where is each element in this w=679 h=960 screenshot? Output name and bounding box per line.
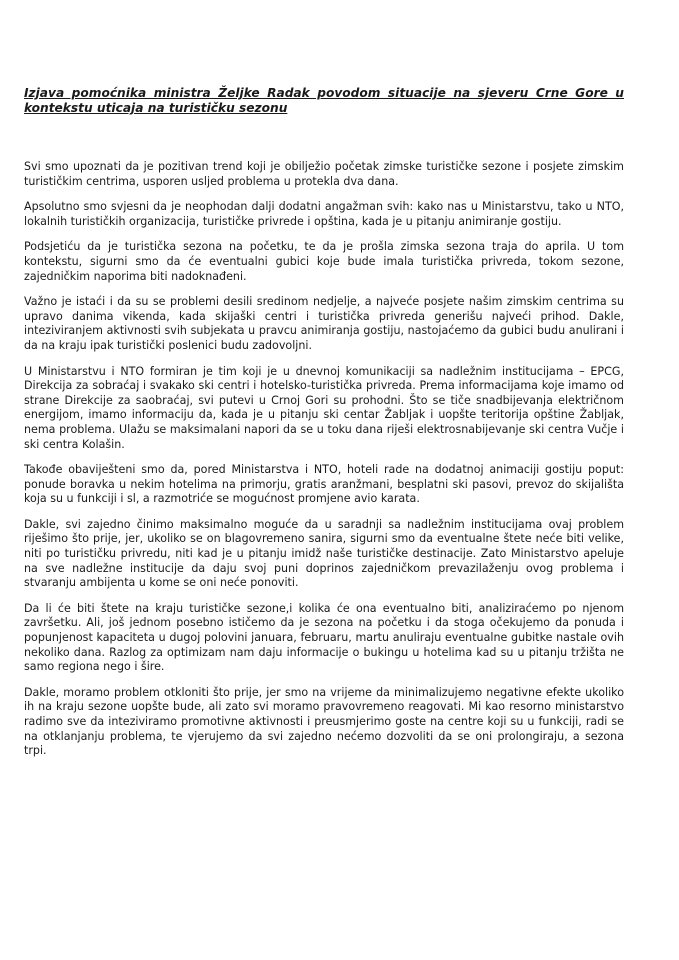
paragraph-7: Dakle, svi zajedno činimo maksimalno moguće da u saradnji sa nadležnim institucijama ovaj problem riješimo što prije, jer, ukoliko se on blagovremeno sanira, sigurni smo da eventualne štete neće biti velike, niti po turističku privredu, niti kad je u pitanju imidž naše turističke destinacije. Zato Ministarstvo apeluje na sve nadležne institucije da daju svoj puni doprinos zajedničkom prevazilaženju ovog problema i stvaranju ambijenta u kome se oni neće ponoviti.	[24, 517, 624, 590]
document-page	[24, 86, 624, 770]
paragraph-3: Podsjetiću da je turistička sezona na početku, te da je prošla zimska sezona traja do aprila. U tom kontekstu, sigurni smo da će eventualni gubici koje bude imala turistička privreda, tokom sezone, zajedničkim naporima biti nadoknađeni.	[24, 240, 624, 283]
paragraph-8: Da li će biti štete na kraju turističke sezone,i kolika će ona eventualno biti, analiziraćemo po njenom završetku. Ali, još jednom posebno ističemo da je sezona na početku i da stoga očekujemo da ponuda i popunjenost kapaciteta u dugoj polovini januara, februaru, martu anuliraju eventualne gubitke nastale ovih nekoliko dana. Razlog za optimizam nam daju informacije o bukingu u hotelima kad su u pitanju tržišta ne samo regiona nego i šire.	[24, 601, 624, 674]
paragraph-1: Svi smo upoznati da je pozitivan trend koji je obilježio početak zimske turističke sezone i posjete zimskim turističkim centrima, usporen uslјed problema u protekla dva dana.	[24, 160, 624, 188]
paragraph-2: Apsolutno smo svjesni da je neophodan dalji dodatni angažman svih: kako nas u Ministarstvu, tako u NTO, lokalnih turističkih organizacija, turističke privrede i opština, kada je u pitanju animiranje gostiju.	[24, 200, 624, 228]
paragraph-6: Takođe obaviješteni smo da, pored Ministarstva i NTO, hoteli rade na dodatnoj animaciji gostiju poput: ponude boravka u nekim hotelima na primorju, gratis aranžmani, besplatni ski pasovi, prevoz do skijališta koja su u funkciji i sl, a razmotriće se mogućnost promjene avio karata.	[24, 463, 624, 506]
paragraph-5: U Ministarstvu i NTO formiran je tim koji je u dnevnoj komunikaciji sa nadležnim institucijama – EPCG, Direkcija za sobraćaj i svakako ski centri i hotelsko-turistička privreda. Prema informacijama koje imamo od strane Direkcije za saobraćaj, svi putevi u Crnoj Gori su prohodni. Što se tiče snadbijevanja električnom energijom, imamo informaciju da, kada je u pitanju ski centar Žabljak i uopšte teritorija opštine Žabljak, nema problema. Ulažu se maksimalani napori da se u toku dana riješi elektrosnabijevanje ski centra Vučje i ski centra Kolašin.	[24, 364, 624, 451]
document-title: Izjava pomoćnika ministra Željke Radak povodom situacije na sjeveru Crne Gore u kontekstu uticaja na turističku sezonu	[24, 86, 624, 115]
paragraph-4: Važno je istaći i da su se problemi desili sredinom nedjelje, a najveće posjete našim zimskim centrima su upravo danima vikenda, kada skijaški centri i turistička privreda generišu najveći prihod. Dakle, inteziviranjem aktivnosti svih subjekata u pravcu animiranja gostiju, nastojaćemo da gubici budu anulirani i da na kraju ipak turistički poslenici budu zadovoljni.	[24, 295, 624, 352]
document-body	[24, 160, 624, 759]
paragraph-9: Dakle, moramo problem otkloniti što prije, jer smo na vrijeme da minimalizujemo negativne efekte ukoliko ih na kraju sezone uopšte bude, ali zato svi moramo pravovremeno reagovati. Mi kao resorno ministarstvo radimo sve da inteziviramo promotivne aktivnosti i preusmjerimo goste na centre koji su u funkciji, radi se na otklanjanju problema, te vjerujemo da svi zajedno nećemo dozvoliti da se oni prolongiraju, a sezona trpi.	[24, 685, 624, 758]
